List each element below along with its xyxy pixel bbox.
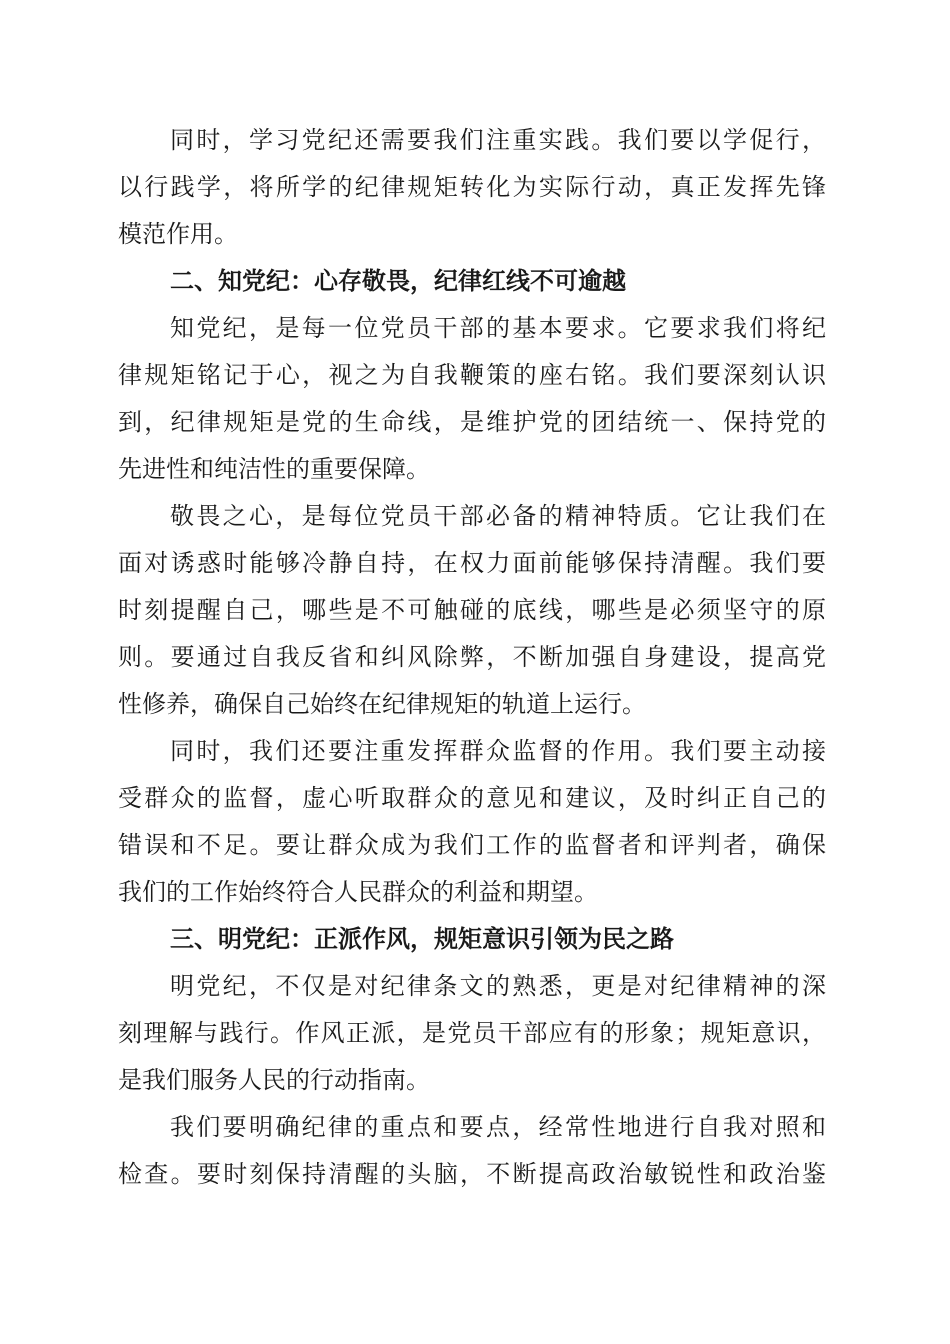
paragraph-line: 时刻提醒自己，哪些是不可触碰的底线，哪些是必须坚守的原	[118, 596, 826, 624]
paragraph-line: 敬畏之心，是每位党员干部必备的精神特质。它让我们在	[170, 502, 826, 530]
paragraph-line: 性修养，确保自己始终在纪律规矩的轨道上运行。	[118, 690, 646, 718]
paragraph-line: 同时，学习党纪还需要我们注重实践。我们要以学促行，	[170, 126, 826, 154]
paragraph-line: 我们要明确纪律的重点和要点，经常性地进行自我对照和	[170, 1113, 826, 1141]
paragraph-line: 则。要通过自我反省和纠风除弊，不断加强自身建设，提高党	[118, 643, 826, 671]
paragraph-line: 我们的工作始终符合人民群众的利益和期望。	[118, 878, 598, 906]
paragraph-line: 刻理解与践行。作风正派，是党员干部应有的形象；规矩意识，	[118, 1019, 826, 1047]
paragraph-line: 先进性和纯洁性的重要保障。	[118, 455, 430, 483]
paragraph-line: 到，纪律规矩是党的生命线，是维护党的团结统一、保持党的	[118, 408, 826, 436]
section-heading: 三、明党纪：正派作风，规矩意识引领为民之路	[170, 925, 674, 953]
section-heading: 二、知党纪：心存敬畏，纪律红线不可逾越	[170, 267, 626, 295]
paragraph-line: 明党纪，不仅是对纪律条文的熟悉，更是对纪律精神的深	[170, 972, 826, 1000]
paragraph-line: 以行践学，将所学的纪律规矩转化为实际行动，真正发挥先锋	[118, 173, 826, 201]
paragraph-line: 受群众的监督，虚心听取群众的意见和建议，及时纠正自己的	[118, 784, 826, 812]
paragraph-line: 知党纪，是每一位党员干部的基本要求。它要求我们将纪	[170, 314, 826, 342]
paragraph-line: 同时，我们还要注重发挥群众监督的作用。我们要主动接	[170, 737, 826, 765]
paragraph-line: 检查。要时刻保持清醒的头脑，不断提高政治敏锐性和政治鉴	[118, 1160, 826, 1188]
paragraph-line: 错误和不足。要让群众成为我们工作的监督者和评判者，确保	[118, 831, 826, 859]
paragraph-line: 律规矩铭记于心，视之为自我鞭策的座右铭。我们要深刻认识	[118, 361, 826, 389]
paragraph-line: 是我们服务人民的行动指南。	[118, 1066, 430, 1094]
paragraph-line: 面对诱惑时能够冷静自持，在权力面前能够保持清醒。我们要	[118, 549, 826, 577]
document-body	[118, 117, 826, 1198]
paragraph-line: 模范作用。	[118, 220, 238, 248]
